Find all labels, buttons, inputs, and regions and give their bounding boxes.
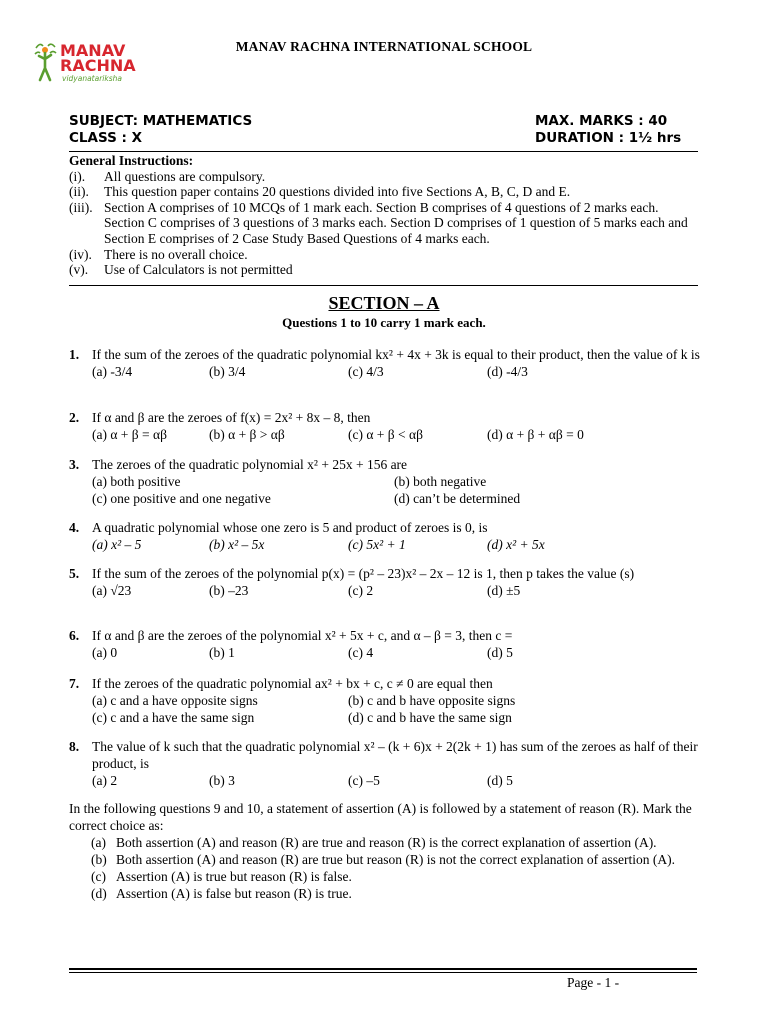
option-b: (b) 3/4 xyxy=(209,364,246,379)
svg-text:MANAV: MANAV xyxy=(60,41,126,60)
question-text: If the sum of the zeroes of the quadratic polynomial kx² + 4x + 3k is equal to their product, then the value of k is xyxy=(92,347,700,362)
class: CLASS : X xyxy=(69,130,143,146)
section-subtitle: Questions 1 to 10 carry 1 mark each. xyxy=(282,315,486,330)
instruction-text: All questions are compulsory. xyxy=(104,168,266,184)
option-a: (a) √23 xyxy=(92,583,132,598)
footer-rule-thin xyxy=(69,972,697,973)
options xyxy=(92,692,701,726)
instruction-text: There is no overall choice. xyxy=(104,246,248,262)
question-text: If α and β are the zeroes of the polynomial x² + 5x + c, and α – β = 3, then c = xyxy=(92,628,513,643)
option-d: (d) ±5 xyxy=(487,583,521,598)
max-marks: MAX. MARKS : 40 xyxy=(535,113,668,129)
option-c: (c) α + β < αβ xyxy=(348,427,423,442)
question-text: If α and β are the zeroes of f(x) = 2x² + 8x – 8, then xyxy=(92,410,371,425)
instruction-text: Use of Calculators is not permitted xyxy=(104,262,293,278)
options xyxy=(92,536,701,553)
option-b: (b) –23 xyxy=(209,583,249,598)
choice-item: (b) Both assertion (A) and reason (R) are true but reason (R) is not the correct explanation of assertion (A). xyxy=(91,852,675,867)
options xyxy=(92,426,701,443)
choice-text: Both assertion (A) and reason (R) are true but reason (R) is not the correct explanation of assertion (A). xyxy=(116,852,675,867)
choice-text: Assertion (A) is false but reason (R) is true. xyxy=(116,886,352,901)
question-number: 6. xyxy=(69,628,80,643)
option-a: (a) α + β = αβ xyxy=(92,427,167,442)
option-d: (d) 5 xyxy=(487,645,513,660)
choice-text: Assertion (A) is true but reason (R) is false. xyxy=(116,869,352,884)
question-8 xyxy=(69,738,701,789)
option-a: (a) 0 xyxy=(92,645,118,660)
options xyxy=(92,772,701,789)
question-number: 8. xyxy=(69,739,80,754)
header-divider xyxy=(69,151,698,152)
question-text: The value of k such that the quadratic polynomial x² – (k + 6)x + 2(2k + 1) has sum of the zeroes as half of their product, is xyxy=(92,739,698,771)
option-c: (c) c and a have the same sign xyxy=(92,710,255,725)
question-text: If the zeroes of the quadratic polynomial ax² + bx + c, c ≠ 0 are equal then xyxy=(92,676,493,691)
option-d: (d) can’t be determined xyxy=(394,491,521,506)
options xyxy=(92,644,701,661)
choice-item: (d) Assertion (A) is false but reason (R) is true. xyxy=(91,886,352,901)
question-2 xyxy=(69,409,701,443)
option-b: (b) 3 xyxy=(209,773,235,788)
subject: SUBJECT: MATHEMATICS xyxy=(69,113,253,129)
instructions-title: General Instructions: xyxy=(69,153,194,168)
instruction-item: (v). Use of Calculators is not permitted xyxy=(69,262,699,278)
options xyxy=(92,363,701,380)
question-number: 7. xyxy=(69,676,80,691)
duration: DURATION : 1½ hrs xyxy=(535,130,682,146)
option-b: (b) α + β > αβ xyxy=(209,427,285,442)
option-b: (b) c and b have opposite signs xyxy=(348,693,516,708)
question-number: 2. xyxy=(69,410,80,425)
question-5 xyxy=(69,565,701,599)
question-6 xyxy=(69,627,701,661)
option-a: (a) x² – 5 xyxy=(92,537,142,552)
assertion-reason-choices xyxy=(91,834,691,902)
assertion-reason-intro: In the following questions 9 and 10, a statement of assertion (A) is followed by a statement of reason (R). Mark the correct choice as: xyxy=(69,801,692,833)
option-c: (c) one positive and one negative xyxy=(92,491,271,506)
choice-item: (a) Both assertion (A) and reason (R) are true and reason (R) is the correct explanation of assertion (A). xyxy=(91,835,657,850)
question-number: 1. xyxy=(69,347,80,362)
question-3 xyxy=(69,456,701,507)
option-c: (c) 4 xyxy=(348,645,374,660)
question-number: 3. xyxy=(69,457,80,472)
instruction-item: (i). All questions are compulsory. xyxy=(69,169,699,185)
option-d: (d) α + β + αβ = 0 xyxy=(487,427,584,442)
option-d: (d) 5 xyxy=(487,773,513,788)
choice-item: (c) Assertion (A) is true but reason (R) is false. xyxy=(91,869,352,884)
option-c: (c) 5x² + 1 xyxy=(348,537,406,552)
question-number: 4. xyxy=(69,520,80,535)
option-a: (a) c and a have opposite signs xyxy=(92,693,258,708)
option-a: (a) 2 xyxy=(92,773,118,788)
options xyxy=(92,473,701,507)
instruction-item: (iv). There is no overall choice. xyxy=(69,247,699,263)
question-number: 5. xyxy=(69,566,80,581)
instruction-text: This question paper contains 20 questions divided into five Sections A, B, C, D and E. xyxy=(104,184,571,200)
option-c: (c) 2 xyxy=(348,583,374,598)
question-1 xyxy=(69,346,701,380)
option-a: (a) both positive xyxy=(92,474,181,489)
section-title: SECTION – A xyxy=(328,293,440,313)
question-text: If the sum of the zeroes of the polynomial p(x) = (p² – 23)x² – 2x – 12 is 1, then p takes the value (s) xyxy=(92,566,635,581)
option-b: (b) x² – 5x xyxy=(209,537,265,552)
option-c: (c) 4/3 xyxy=(348,364,384,379)
svg-text:RACHNA: RACHNA xyxy=(60,56,136,75)
instruction-text: Section A comprises of 10 MCQs of 1 mark each. Section B comprises of 4 questions of 2 marks each. Section C comprises of 3 questions of 3 marks each. Section D comprises of 1 question of 5 marks each and Section E comprises of 2 Case Study Based Questions of 4 marks each. xyxy=(104,199,688,246)
general-instructions xyxy=(69,153,699,278)
option-d: (d) -4/3 xyxy=(487,364,528,379)
question-text: The zeroes of the quadratic polynomial x² + 25x + 156 are xyxy=(92,457,408,472)
option-d: (d) x² + 5x xyxy=(487,537,545,552)
instructions-divider xyxy=(69,285,698,286)
instruction-item: (ii). This question paper contains 20 questions divided into five Sections A, B, C, D and E. xyxy=(69,184,699,200)
question-7 xyxy=(69,675,701,726)
choice-text: Both assertion (A) and reason (R) are true and reason (R) is the correct explanation of assertion (A). xyxy=(116,835,657,850)
option-a: (a) -3/4 xyxy=(92,364,133,379)
page-number: Page - 1 - xyxy=(567,975,620,990)
options xyxy=(92,582,701,599)
option-c: (c) –5 xyxy=(348,773,380,788)
instruction-item: (iii). Section A comprises of 10 MCQs of 1 mark each. Section B comprises of 4 questions of 2 marks each. Section C comprises of 3 questions of 3 marks each. Section D comprises of 1 question of 5 marks each and Section E comprises of 2 Case Study Based Questions of 4 marks each. xyxy=(69,200,699,247)
option-d: (d) c and b have the same sign xyxy=(348,710,512,725)
svg-text:vidyanatariksha: vidyanatariksha xyxy=(62,74,122,83)
footer-rule xyxy=(69,968,697,970)
question-text: A quadratic polynomial whose one zero is 5 and product of zeroes is 0, is xyxy=(92,520,488,535)
option-b: (b) 1 xyxy=(209,645,235,660)
question-4 xyxy=(69,519,701,553)
option-b: (b) both negative xyxy=(394,474,487,489)
school-name: MANAV RACHNA INTERNATIONAL SCHOOL xyxy=(235,39,533,54)
